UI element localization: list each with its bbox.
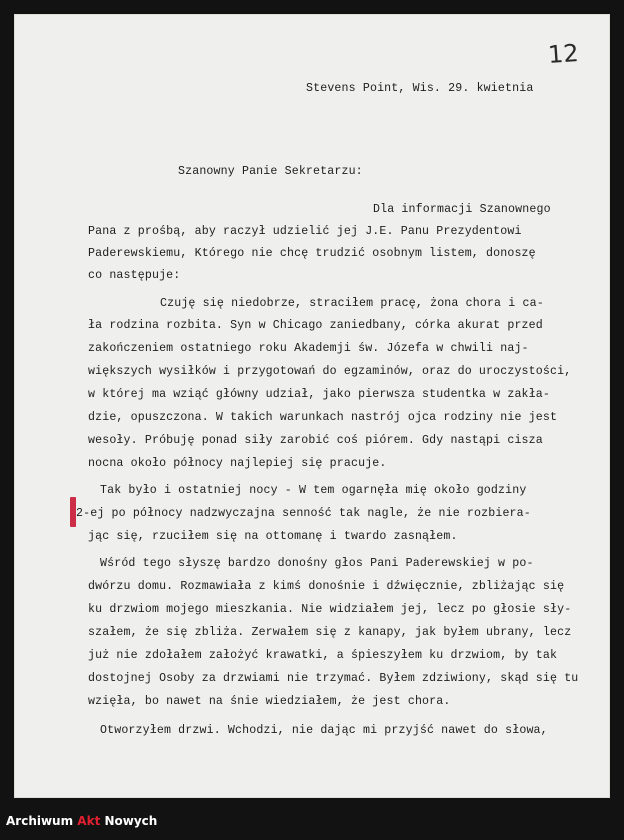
archive-name-highlight: Akt — [77, 814, 101, 828]
salutation: Szanowny Panie Sekretarzu: — [178, 165, 363, 178]
letter-line: już nie zdołałem założyć krawatki, a śpieszyłem ku drzwiom, by tak — [88, 649, 558, 662]
letter-line: wzięła, bo nawet na śnie wiedziałem, że jest chora. — [88, 695, 451, 708]
letter-line: wesoły. Próbuję ponad siły zarobić coś piórem. Gdy nastąpi cisza — [88, 434, 543, 447]
letter-line: ku drzwiom mojego mieszkania. Nie widziałem jej, lecz po głosie sły- — [88, 603, 572, 616]
letter-line: Paderewskiemu, Którego nie chcę trudzić osobnym listem, donoszę — [88, 247, 536, 260]
archive-watermark — [6, 814, 157, 828]
letter-line: Otworzyłem drzwi. Wchodzi, nie dając mi przyjść nawet do słowa, — [100, 724, 548, 737]
letter-line: dzie, opuszczona. W takich warunkach nastrój ojca rodziny nie jest — [88, 411, 558, 424]
letter-line: ła rodzina rozbita. Syn w Chicago zaniedbany, córka akurat przed — [88, 319, 543, 332]
handwritten-page-number: 12 — [547, 38, 580, 70]
letter-line: nocna około północy najlepiej się pracuje. — [88, 457, 387, 470]
letter-line: jąc się, rzuciłem się na ottomanę i twardo zasnąłem. — [88, 530, 458, 543]
letter-line: Czuję się niedobrze, straciłem pracę, żona chora i ca- — [160, 297, 544, 310]
letter-line: większych wysiłków i przygotowań do egzaminów, oraz do uroczystości, — [88, 365, 572, 378]
letter-line: w której ma wziąć główny udział, jako pierwsza studentka w zakła- — [88, 388, 550, 401]
place-and-date: Stevens Point, Wis. 29. kwietnia — [306, 82, 534, 95]
archive-name: Archiwum Akt Nowych — [6, 814, 158, 828]
letter-line: 2-ej po północy nadzwyczajna senność tak nagle, że nie rozbiera- — [76, 507, 531, 520]
letter-line: Pana z prośbą, aby raczył udzielić jej J.E. Panu Prezydentowi — [88, 225, 522, 238]
letter-line: co następuje: — [88, 269, 181, 282]
letter-line: dostojnej Osoby za drzwiami nie trzymać. Byłem zdziwiony, skąd się tu — [88, 672, 579, 685]
letter-line: zakończeniem ostatniego roku Akademji św. Józefa w chwili naj- — [88, 342, 529, 355]
letter-line: Dla informacji Szanownego — [373, 203, 551, 216]
letter-line: Tak było i ostatniej nocy - W tem ogarnęła mię około godziny — [100, 484, 527, 497]
letter-line: szałem, że się zbliża. Zerwałem się z kanapy, jak byłem ubrany, lecz — [88, 626, 572, 639]
letter-line: Wśród tego słyszę bardzo donośny głos Pani Paderewskiej w po- — [100, 557, 534, 570]
letter-line: dwórzu domu. Rozmawiała z kimś donośnie i dźwięcznie, zbliżając się — [88, 580, 565, 593]
